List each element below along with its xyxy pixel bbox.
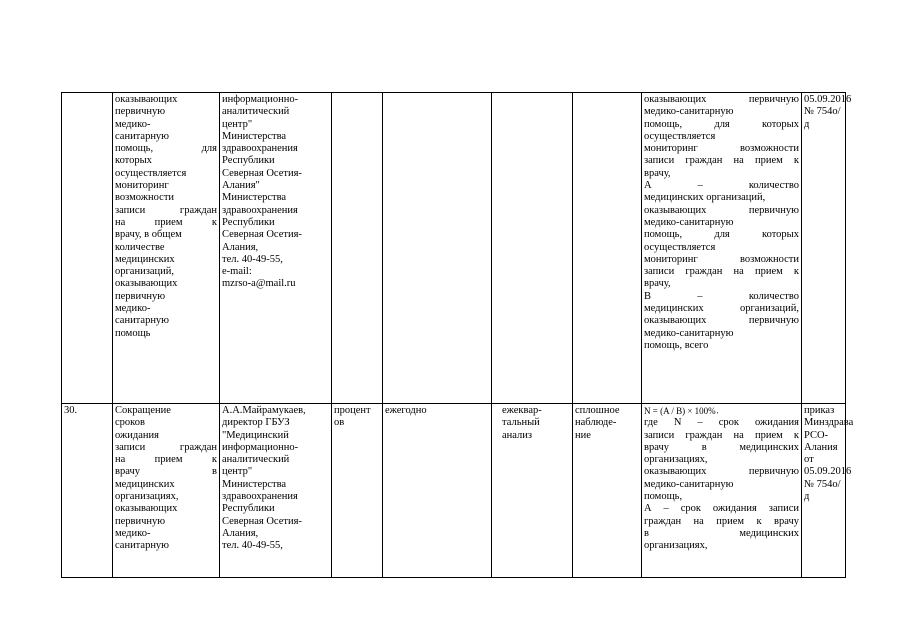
unit-line: процент — [334, 405, 371, 416]
indicator-table — [61, 92, 854, 578]
formula-line: записи граждан на прием к — [644, 155, 799, 167]
method-line: наблюде- — [575, 417, 617, 429]
indicator-name-cell — [113, 93, 220, 404]
name-line: Сокращение — [115, 405, 171, 416]
formula-line: медицинских организаций, — [644, 192, 766, 204]
formula-line: мониторинг возможности — [644, 143, 799, 155]
responsible-line: информационно- — [222, 94, 299, 105]
formula-line: врачу в медицинских — [644, 441, 799, 453]
formula-line: медицинских организаций, — [644, 303, 799, 315]
table-row — [62, 404, 846, 578]
responsible-line: тел. 40-49-55, — [222, 540, 283, 552]
name-line: оказывающих — [115, 94, 178, 105]
responsible-line: Министерства — [222, 478, 287, 490]
name-line: первичную — [115, 290, 166, 302]
name-line: возможности — [115, 192, 175, 204]
formula-line: помощь, — [644, 491, 683, 503]
formula-line: врачу, — [644, 278, 671, 290]
name-line: которых — [115, 155, 152, 167]
formula-line: помощь, для которых — [644, 118, 799, 130]
responsible-line: центр" — [222, 466, 253, 478]
name-line: на прием к — [115, 216, 217, 228]
formula-line: медико-санитарную — [644, 327, 734, 339]
name-line: организациях, — [115, 491, 179, 503]
formula-line: врачу, — [644, 167, 671, 179]
name-line: помощь — [115, 327, 151, 339]
responsible-line: Северная Осетия- — [222, 515, 302, 527]
formula-line: организациях, — [644, 454, 708, 466]
basis-line: Минздрава — [804, 417, 854, 429]
responsible-line: e-mail: — [222, 266, 252, 278]
name-line: мониторинг — [115, 180, 169, 192]
formula-line: оказывающих первичную — [644, 204, 799, 216]
basis-line: 05.09.2016 — [804, 94, 852, 105]
responsible-line: Алания, — [222, 527, 259, 539]
basis-line: № 754о/д — [804, 106, 841, 130]
name-line: количестве — [115, 241, 165, 253]
period2-line: анализ — [502, 429, 533, 441]
name-line: записи граждан — [115, 441, 217, 453]
responsible-line: тел. 40-49-55, — [222, 253, 283, 265]
indicator-name-cell — [113, 404, 220, 578]
name-line: оказывающих — [115, 278, 178, 290]
responsible-line: здравоохранения — [222, 204, 298, 216]
name-line: врачу, в общем — [115, 229, 182, 241]
name-line: медико- — [115, 118, 151, 130]
formula-line: записи граждан на прием к — [644, 266, 799, 278]
responsible-cell — [220, 93, 332, 404]
method-cell — [573, 93, 642, 404]
formula-line: осуществляется — [644, 241, 716, 253]
method-line: ние — [575, 429, 591, 441]
name-line: первичную — [115, 515, 166, 527]
responsible-line: центр" — [222, 118, 253, 130]
basis-line: РСО-Алания от — [804, 429, 838, 466]
formula-expression: N = (A / B) × 100%, — [644, 406, 719, 416]
responsible-line: mzrso-a@mail.ru — [222, 278, 296, 290]
unit-cell — [332, 404, 383, 578]
responsible-line: Республики — [222, 503, 275, 515]
period-cell — [383, 93, 492, 404]
formula-line: где N – срок ожидания — [644, 417, 799, 429]
formula-line: помощь, всего — [644, 339, 709, 351]
table-row — [62, 93, 846, 404]
period2-line: ежеквар- — [502, 405, 542, 416]
responsible-line: Северная Осетия- — [222, 229, 302, 241]
period-cell — [383, 404, 492, 578]
basis-line: № 754о/д — [804, 478, 841, 503]
formula-cell — [642, 93, 802, 404]
formula-line: медико-санитарную — [644, 478, 734, 490]
name-line: ожидания — [115, 429, 159, 441]
name-line: санитарную — [115, 130, 170, 142]
name-line: медицинских — [115, 253, 175, 265]
formula-line: оказывающих первичную — [644, 315, 799, 327]
name-line: медико- — [115, 303, 151, 315]
unit-cell — [332, 93, 383, 404]
responsible-line: Северная Осетия- — [222, 167, 302, 179]
name-line: записи граждан — [115, 204, 217, 216]
analysis-period-cell — [492, 404, 573, 578]
name-line: осуществляется — [115, 167, 187, 179]
responsible-line: А.А.Майрамукаев, — [222, 405, 306, 416]
row-number: 30. — [64, 405, 78, 416]
name-line: врачу в — [115, 466, 217, 478]
formula-line: осуществляется — [644, 130, 716, 142]
formula-line: в медицинских — [644, 527, 799, 539]
responsible-line: информационно- — [222, 441, 299, 453]
row-number-cell — [62, 404, 113, 578]
name-line: сроков — [115, 417, 145, 429]
responsible-cell — [220, 404, 332, 578]
name-line: помощь, для — [115, 143, 217, 155]
responsible-line: аналитический — [222, 106, 290, 118]
responsible-line: "Медицинский — [222, 429, 289, 441]
period-value: ежегодно — [385, 405, 427, 416]
responsible-line: Республики — [222, 155, 275, 167]
formula-line: организациях, — [644, 540, 708, 552]
basis-line: 05.09.2016 — [804, 466, 852, 478]
name-line: на прием к — [115, 454, 217, 466]
formula-line: граждан на прием к врачу — [644, 515, 799, 527]
responsible-line: директор ГБУЗ — [222, 417, 290, 429]
method-line: сплошное — [575, 405, 620, 416]
name-line: санитарную — [115, 315, 170, 327]
name-line: медико- — [115, 527, 151, 539]
responsible-line: здравоохранения — [222, 143, 298, 155]
name-line: санитарную — [115, 540, 170, 552]
formula-line: записи граждан на прием к — [644, 429, 799, 441]
formula-line: А – срок ожидания записи — [644, 503, 799, 515]
formula-line: мониторинг возможности — [644, 253, 799, 265]
period2-line: тальный — [502, 417, 540, 429]
responsible-line: Министерства — [222, 130, 287, 142]
name-line: организаций, — [115, 266, 174, 278]
formula-line: медико-санитарную — [644, 216, 734, 228]
name-line: первичную — [115, 106, 166, 118]
method-cell — [573, 404, 642, 578]
responsible-line: Алания" — [222, 180, 260, 192]
basis-cell — [802, 404, 854, 578]
formula-cell — [642, 404, 802, 578]
formula-line: В – количество — [644, 290, 799, 302]
basis-line: приказ — [804, 405, 835, 416]
formula-line: помощь, для которых — [644, 229, 799, 241]
basis-cell — [802, 93, 852, 404]
responsible-line: Алания, — [222, 241, 259, 253]
responsible-line: аналитический — [222, 454, 290, 466]
responsible-line: здравоохранения — [222, 491, 298, 503]
formula-line: оказывающих первичную — [644, 94, 799, 105]
responsible-line: Республики — [222, 216, 275, 228]
unit-line: ов — [334, 417, 345, 429]
formula-line: А – количество — [644, 180, 799, 192]
analysis-period-cell — [492, 93, 573, 404]
name-line: оказывающих — [115, 503, 178, 515]
responsible-line: Министерства — [222, 192, 287, 204]
formula-line: оказывающих первичную — [644, 466, 799, 478]
row-number-cell — [62, 93, 113, 404]
formula-line: медико-санитарную — [644, 106, 734, 118]
name-line: медицинских — [115, 478, 175, 490]
